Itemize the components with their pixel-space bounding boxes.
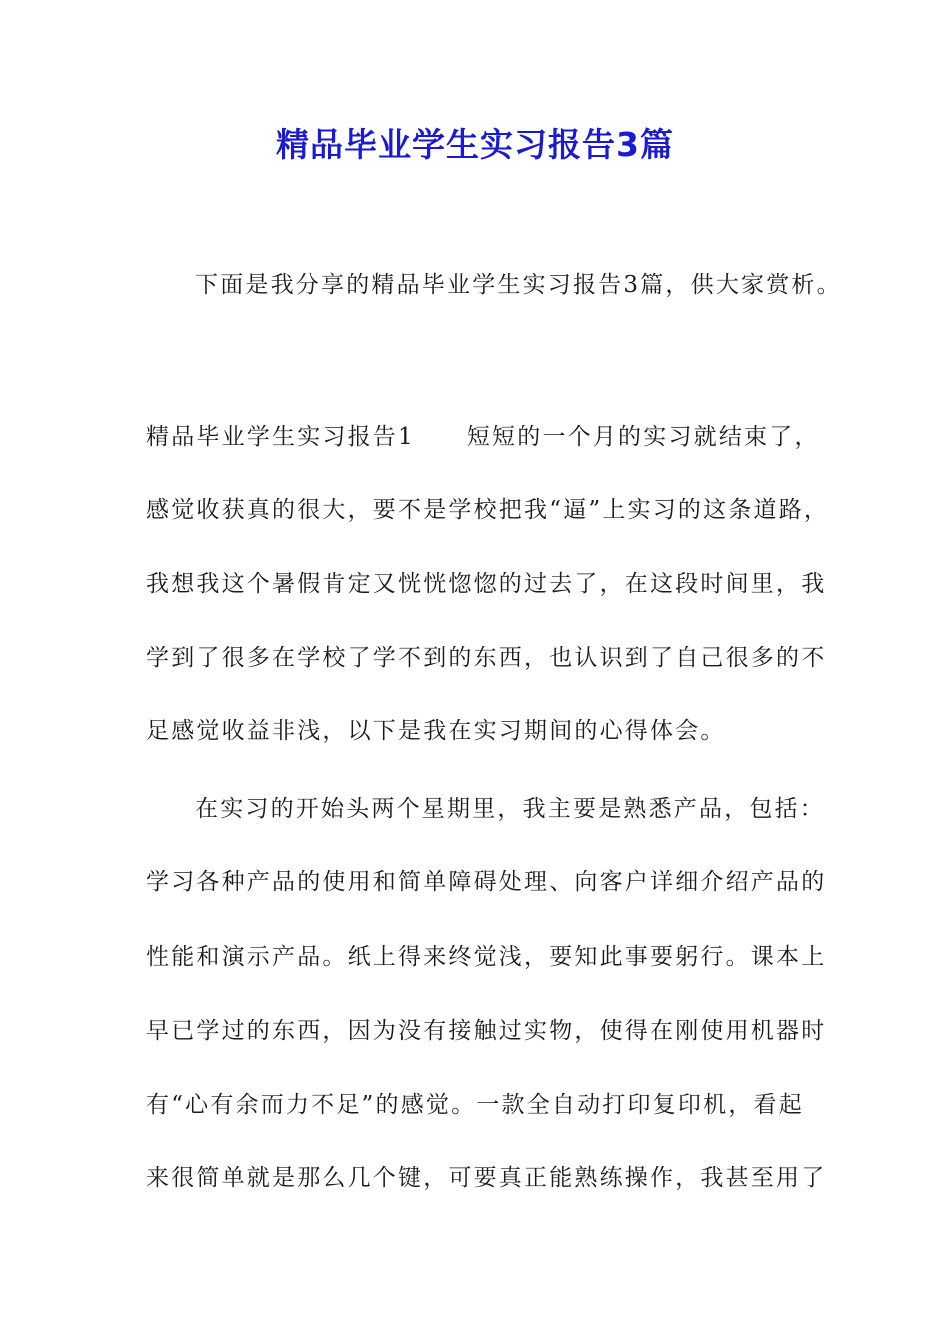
section-heading: 精品毕业学生实习报告1	[146, 424, 415, 450]
body-line-8: 性能和演示产品。纸上得来终觉浅，要知此事要躬行。课本上	[146, 944, 827, 970]
body-line-4: 学到了很多在学校了学不到的东西，也认识到了自己很多的不	[146, 645, 827, 671]
body-line-6: 在实习的开始头两个星期里，我主要是熟悉产品，包括：	[195, 796, 825, 822]
intro-paragraph: 下面是我分享的精品毕业学生实习报告3篇，供大家赏析。	[195, 272, 842, 298]
body-line-3: 我想我这个暑假肯定又恍恍惚惚的过去了，在这段时间里，我	[146, 571, 827, 597]
body-line-5: 足感觉收益非浅，以下是我在实习期间的心得体会。	[146, 718, 726, 744]
body-line-9: 早已学过的东西，因为没有接触过实物，使得在刚使用机器时	[146, 1018, 827, 1044]
body-line-2: 感觉收获真的很大，要不是学校把我“逼”上实习的这条道路，	[146, 497, 830, 523]
body-line-1	[146, 426, 820, 449]
document-title: 精品毕业学生实习报告3篇	[276, 125, 674, 164]
body-line-7: 学习各种产品的使用和简单障碍处理、向客户详细介绍产品的	[146, 869, 827, 895]
body-line-10: 有“心有余而力不足”的感觉。一款全自动打印复印机，看起	[146, 1092, 804, 1118]
body-line-11: 来很简单就是那么几个键，可要真正能熟练操作，我甚至用了	[146, 1165, 827, 1191]
body-line-1-text: 短短的一个月的实习就结束了，	[466, 424, 820, 450]
